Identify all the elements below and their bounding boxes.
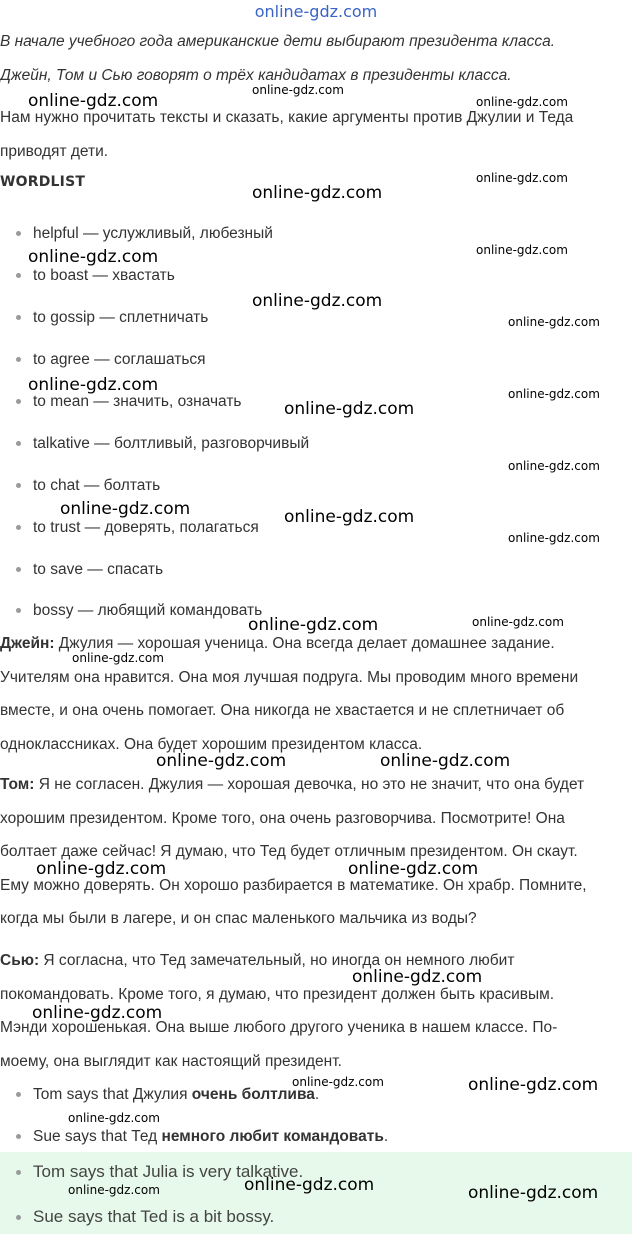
answer-prefix: Sue says that Тед (33, 1128, 162, 1145)
wordlist-item-text: to gossip — сплетничать (33, 309, 209, 326)
wordlist-item (16, 309, 208, 327)
english-answer-item (16, 1207, 274, 1227)
english-answer-text: Sue says that Ted is a bit bossy. (33, 1207, 275, 1226)
wordlist-item (16, 267, 175, 285)
bullet-icon (16, 1170, 21, 1175)
jane-line-4: одноклассниках. Она будет хорошим президентом класса. (0, 735, 423, 753)
bullet-icon (16, 357, 21, 362)
watermark: online-gdz.com (352, 967, 483, 987)
watermark: online-gdz.com (284, 399, 415, 419)
answer-suffix: . (314, 1086, 320, 1103)
sue-line-2: покомандовать. Кроме того, я думаю, что президент должен быть красивым. (0, 985, 555, 1003)
wordlist-item-text: to agree — соглашаться (33, 351, 206, 368)
watermark: online-gdz.com (468, 1075, 599, 1095)
tom-line-3: болтает даже сейчас! Я думаю, что Тед будет отличным президентом. Он скаут. (0, 843, 578, 860)
answer-bold: очень болтлива (191, 1086, 315, 1103)
watermark: online-gdz.com (476, 95, 568, 109)
english-answer-text: Tom says that Julia is very talkative. (33, 1162, 304, 1181)
bullet-icon (16, 1215, 21, 1220)
tom-line-1 (0, 768, 632, 802)
watermark: online-gdz.com (248, 615, 379, 635)
watermark: online-gdz.com (508, 387, 600, 401)
jane-line-3: вместе, и она очень помогает. Она никогда не хвастается и не сплетничает об (0, 702, 565, 719)
tom-line-4: Ему можно доверять. Он хорошо разбирается в математике. Он храбр. Помните, (0, 876, 587, 894)
wordlist-item (16, 225, 273, 243)
watermark: online-gdz.com (476, 243, 568, 257)
speaker-name: Том: (0, 776, 35, 793)
bullet-icon (16, 567, 21, 572)
watermark: online-gdz.com (68, 1183, 160, 1197)
watermark: online-gdz.com (156, 751, 287, 771)
bullet-icon (16, 525, 21, 530)
watermark: online-gdz.com (68, 1111, 160, 1125)
answer-suffix: . (383, 1128, 389, 1145)
task-line-1: Нам нужно прочитать тексты и сказать, какие аргументы против Джулии и Теда (0, 109, 574, 126)
sue-line-1 (0, 944, 632, 978)
bullet-icon (16, 608, 21, 613)
wordlist-item-text: bossy — любящий командовать (33, 602, 263, 619)
watermark: online-gdz.com (508, 459, 600, 473)
watermark: online-gdz.com (28, 375, 159, 395)
wordlist-item-text: talkative — болтливый, разговорчивый (33, 435, 310, 452)
bullet-icon (16, 1134, 21, 1139)
bullet-icon (16, 441, 21, 446)
watermark: online-gdz.com (508, 531, 600, 545)
watermark: online-gdz.com (380, 751, 511, 771)
wordlist-item-text: to save — спасать (33, 561, 164, 578)
wordlist-item-text: to chat — болтать (33, 477, 161, 494)
watermark: online-gdz.com (284, 507, 415, 527)
task-text (0, 101, 632, 168)
wordlist-item (16, 561, 163, 579)
answer-item (16, 1128, 388, 1146)
watermark: online-gdz.com (36, 859, 167, 879)
task-line-2: приводят дети. (0, 142, 109, 160)
watermark: online-gdz.com (60, 499, 191, 519)
watermark: online-gdz.com (508, 315, 600, 329)
jane-line-2: Учителям она нравится. Она моя лучшая подруга. Мы проводим много времени (0, 668, 579, 686)
bullet-icon (16, 483, 21, 488)
wordlist-item (16, 435, 309, 453)
watermark: online-gdz.com (252, 83, 344, 97)
watermark: online-gdz.com (472, 615, 564, 629)
speech-text: Джулия — хорошая ученица. Она всегда делает домашнее задание. (54, 635, 555, 652)
bullet-icon (16, 315, 21, 320)
watermark: online-gdz.com (32, 1003, 163, 1023)
bullet-icon (16, 273, 21, 278)
sue-line-3: Мэнди хорошенькая. Она выше любого другого ученика в нашем классе. По- (0, 1019, 558, 1036)
tom-paragraph (0, 768, 632, 936)
wordlist-item (16, 602, 262, 620)
wordlist-item (16, 519, 259, 537)
speech-text: Я не согласен. Джулия — хорошая девочка, но это не значит, что она будет (34, 776, 585, 793)
wordlist-item-text: helpful — услужливый, любезный (33, 225, 273, 242)
watermark: online-gdz.com (476, 171, 568, 185)
intro-line-2: Джейн, Том и Сью говорят о трёх кандидатах в президенты класса. (0, 67, 512, 84)
wordlist-heading: WORDLIST (0, 174, 86, 190)
watermark: online-gdz.com (28, 247, 159, 267)
watermark: online-gdz.com (244, 1175, 375, 1195)
sue-line-4: моему, она выглядит как настоящий президент. (0, 1052, 342, 1070)
watermark: online-gdz.com (252, 291, 383, 311)
watermark: online-gdz.com (72, 651, 164, 665)
speech-text: Я согласна, что Тед замечательный, но иногда он немного любит (39, 952, 515, 969)
intro-line-1: В начале учебного года американские дети выбирают президента класса. (0, 33, 556, 50)
answer-bold: немного любит командовать (161, 1128, 384, 1145)
wordlist-item (16, 351, 206, 369)
bullet-icon (16, 231, 21, 236)
watermark: online-gdz.com (292, 1075, 384, 1089)
speaker-name: Джейн: (0, 635, 55, 652)
jane-paragraph (0, 627, 632, 761)
answer-item (16, 1086, 319, 1104)
bullet-icon (16, 399, 21, 404)
watermark: online-gdz.com (252, 183, 383, 203)
site-header-link[interactable]: online-gdz.com (254, 2, 378, 21)
wordlist-item-text: to trust — доверять, полагаться (33, 519, 259, 536)
tom-line-2: хорошим президентом. Кроме того, она очень разговорчива. Посмотрите! Она (0, 809, 565, 827)
speaker-name: Сью: (0, 952, 40, 969)
wordlist-item-text: to mean — значить, означать (33, 393, 242, 410)
wordlist-item-text: to boast — хвастать (33, 267, 175, 284)
answer-prefix: Tom says that Джулия (33, 1086, 192, 1103)
watermark: online-gdz.com (348, 859, 479, 879)
bullet-icon (16, 1092, 21, 1097)
watermark: online-gdz.com (468, 1183, 599, 1203)
tom-line-5: когда мы были в лагере, и он спас маленького мальчика из воды? (0, 910, 477, 927)
wordlist-item (16, 477, 160, 495)
wordlist-item (16, 393, 242, 411)
watermark: online-gdz.com (28, 91, 159, 111)
